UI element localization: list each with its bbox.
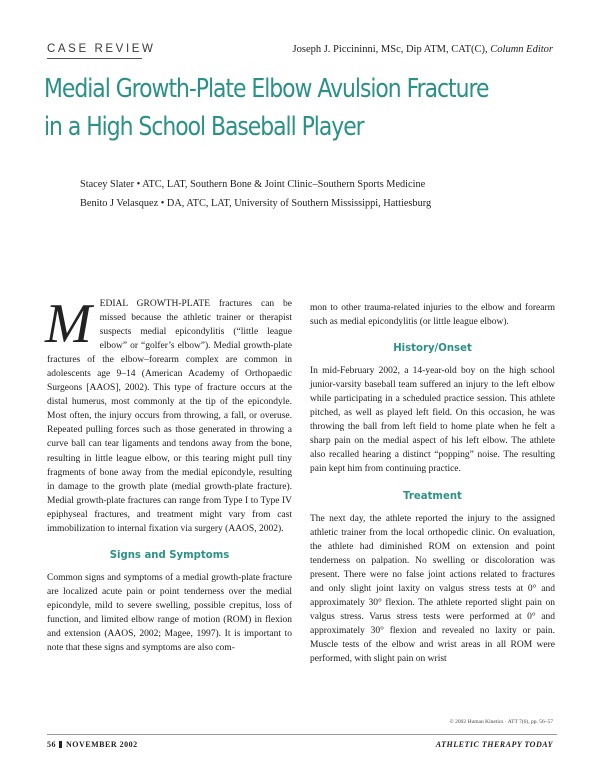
right-column [310,301,555,666]
author-list [80,175,431,213]
editor-role: Column Editor [490,44,553,55]
continuation-paragraph: mon to other trauma-related injuries to the elbow and forearm such as medial epicondylitis (or little league elbow). [310,303,555,328]
title-line-1: Medial Growth-Plate Elbow Avulsion Fracture [44,74,489,104]
history-paragraph: In mid-February 2002, a 14-year-old boy on the high school junior-varsity baseball team suffered an injury to the left elbow while participating in a scheduled practice session. This athlete pitched, as well as played left field. On this occasion, he was throwing the ball from left field to home plate when he felt a sharp pain on the medial aspect of his left elbow. The athlete also recalled hearing a distinct “popping” noise. The resulting pain kept him from continuing practice. [310,366,555,475]
title-line-2: in a High School Baseball Player [44,112,364,142]
footer-divider [47,734,557,735]
page-number: 56 [47,740,56,749]
treatment-heading: Treatment [403,488,462,502]
intro-paragraph [45,293,292,536]
signs-paragraph: Common signs and symptoms of a medial growth-plate fracture are localized acute pain or point tenderness over the medial epicondyle, mild to severe swelling, possible crepitus, loss of function, and limited elbow range of motion (ROM) in flexion and extension (AAOS, 2002; Magee, 1997). It is important to note that these signs and symptoms are also com- [47,572,292,654]
journal-name: ATHLETIC THERAPY TODAY [435,740,553,749]
author-2: Benito J Velasquez • DA, ATC, LAT, University of Southern Mississippi, Hattiesburg [80,198,432,209]
issue-date: NOVEMBER 2002 [66,740,138,749]
treatment-paragraph: The next day, the athlete reported the injury to the assigned athletic trainer from the local orthopedic clinic. On evaluation, the athlete had diminished ROM on extension and point tenderness on palpation. No swelling or discoloration was present. There were no false joint actions related to fractures and only slight joint laxity on valgus stress tests at 0° and approximately 30° flexion. The athlete reported slight pain on valgus stress. Varus stress tests were performed at 0° and approximately 30° flexion and revealed no laxity or pain. Muscle tests of the elbow and wrist areas in all ROM were performed, with slight pain on wrist [310,513,555,665]
signs-heading: Signs and Symptoms [109,547,230,561]
drop-cap: M [45,293,92,355]
article-title [44,70,491,146]
column-section-label: CASE REVIEW [47,43,156,55]
left-column [45,293,292,655]
footer-separator [59,741,62,748]
editor-name: Joseph J. Piccininni, MSc, Dip ATM, CAT(C), [292,44,488,55]
intro-text: EDIAL GROWTH-PLATE fractures can be missed because the athletic trainer or therapist suspects medial epicondylitis (“little league elbow” or “golfer’s elbow”). Medial growth-plate fractures of the elbow–forearm complex are common in adolescents age 9–14 (American Academy of Orthopaedic Surgeons [AAOS], 2002). This type of fracture occurs at the distal humerus, most commonly at the tip of the epicondyle. Most often, the injury occurs from throwing, a fall, or overuse. Repeated pulling forces such as those generated in throwing a curve ball can tear ligaments and tendons away from the bone, resulting in little league elbow, or this tearing might pull tiny fragments of bone away from the medial epicondyle, resulting in damage to the growth plate (medial growth-plate fracture). Medial growth-plate fractures can range from Type I to Type IV epiphyseal fractures, and treatment might vary from cast immobilization to internal fixation via surgery (AAOS, 2002). [47,299,292,534]
column-editor [293,44,553,55]
history-heading: History/Onset [393,341,472,355]
section-underline [47,58,142,59]
author-1: Stacey Slater • ATC, LAT, Southern Bone & Joint Clinic–Southern Sports Medicine [80,179,426,190]
footer-page-info [47,740,138,749]
copyright-note: © 2002 Human Kinetics · ATT 7(6), pp. 56–57 [449,719,553,725]
